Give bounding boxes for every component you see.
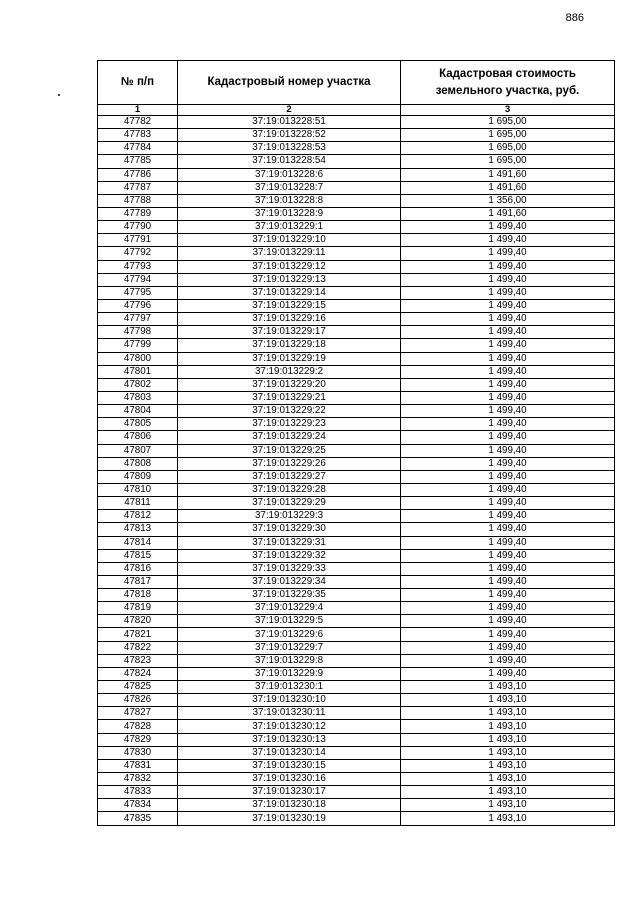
cadastral-number: 37:19:013228:7: [178, 181, 401, 194]
row-number: 47796: [98, 299, 178, 312]
row-number: 47798: [98, 326, 178, 339]
cadastral-number: 37:19:013229:16: [178, 313, 401, 326]
scan-speck: [58, 94, 60, 96]
table-row: [98, 299, 615, 312]
table-row: [98, 483, 615, 496]
table-row: [98, 181, 615, 194]
cadastral-value: 1 499,40: [401, 313, 615, 326]
cadastral-number: 37:19:013228:8: [178, 194, 401, 207]
cadastral-value: 1 499,40: [401, 457, 615, 470]
row-number: 47808: [98, 457, 178, 470]
cadastral-number: 37:19:013229:27: [178, 470, 401, 483]
table-row: [98, 457, 615, 470]
cadastral-value: 1 499,40: [401, 391, 615, 404]
table-row: [98, 562, 615, 575]
cadastral-number: 37:19:013228:52: [178, 129, 401, 142]
row-number: 47802: [98, 378, 178, 391]
cadastral-number: 37:19:013228:6: [178, 168, 401, 181]
row-number: 47830: [98, 746, 178, 759]
table-row: [98, 326, 615, 339]
table-row: [98, 694, 615, 707]
table-row: [98, 234, 615, 247]
cadastral-value: 1 499,40: [401, 575, 615, 588]
header-cadastral-number: Кадастровый номер участка: [178, 61, 401, 105]
table-row: [98, 720, 615, 733]
cadastral-number: 37:19:013230:17: [178, 786, 401, 799]
cadastral-value: 1 499,40: [401, 536, 615, 549]
cadastral-number: 37:19:013230:15: [178, 759, 401, 772]
cadastral-number: 37:19:013229:23: [178, 418, 401, 431]
table-row: [98, 497, 615, 510]
cadastral-value: 1 499,40: [401, 523, 615, 536]
table-row: [98, 378, 615, 391]
cadastral-number: 37:19:013229:24: [178, 431, 401, 444]
table-row: [98, 194, 615, 207]
cadastral-value: 1 499,40: [401, 431, 615, 444]
cadastral-number: 37:19:013229:29: [178, 497, 401, 510]
table-row: [98, 418, 615, 431]
table-row: [98, 773, 615, 786]
cadastral-value: 1 499,40: [401, 299, 615, 312]
table-row: [98, 273, 615, 286]
cadastral-number: 37:19:013229:15: [178, 299, 401, 312]
row-number: 47826: [98, 694, 178, 707]
cadastral-number: 37:19:013229:12: [178, 260, 401, 273]
cadastral-number: 37:19:013230:18: [178, 799, 401, 812]
cadastral-number: 37:19:013230:19: [178, 812, 401, 825]
cadastral-value: 1 499,40: [401, 667, 615, 680]
table-row: [98, 641, 615, 654]
cadastral-value: 1 695,00: [401, 142, 615, 155]
cadastral-value: 1 491,60: [401, 181, 615, 194]
cadastral-value: 1 493,10: [401, 799, 615, 812]
cadastral-number: 37:19:013229:5: [178, 615, 401, 628]
cadastral-number: 37:19:013229:32: [178, 549, 401, 562]
table-row: [98, 155, 615, 168]
row-number: 47803: [98, 391, 178, 404]
cadastral-value: 1 493,10: [401, 746, 615, 759]
table-row: [98, 628, 615, 641]
row-number: 47822: [98, 641, 178, 654]
cadastral-number: 37:19:013229:2: [178, 365, 401, 378]
row-number: 47811: [98, 497, 178, 510]
table-header-row: [98, 61, 615, 105]
table-row: [98, 313, 615, 326]
cadastral-number: 37:19:013229:25: [178, 444, 401, 457]
table-row: [98, 286, 615, 299]
cadastral-value: 1 499,40: [401, 260, 615, 273]
row-number: 47829: [98, 733, 178, 746]
cadastral-value: 1 499,40: [401, 273, 615, 286]
cadastral-number: 37:19:013228:53: [178, 142, 401, 155]
row-number: 47791: [98, 234, 178, 247]
row-number: 47827: [98, 707, 178, 720]
cadastral-value: 1 491,60: [401, 168, 615, 181]
cadastral-value: 1 499,40: [401, 286, 615, 299]
table-row: [98, 142, 615, 155]
cadastral-number: 37:19:013229:7: [178, 641, 401, 654]
cadastral-number: 37:19:013229:34: [178, 575, 401, 588]
row-number: 47817: [98, 575, 178, 588]
cadastral-value: 1 499,40: [401, 602, 615, 615]
row-number: 47794: [98, 273, 178, 286]
table-row: [98, 260, 615, 273]
table-row: [98, 523, 615, 536]
table-row: [98, 812, 615, 825]
cadastral-value: 1 695,00: [401, 129, 615, 142]
column-number-3: 3: [401, 105, 615, 116]
row-number: 47823: [98, 654, 178, 667]
row-number: 47788: [98, 194, 178, 207]
cadastral-value: 1 499,40: [401, 247, 615, 260]
cadastral-value: 1 356,00: [401, 194, 615, 207]
header-cadastral-value: Кадастровая стоимость земельного участка, руб.: [401, 61, 615, 105]
row-number: 47828: [98, 720, 178, 733]
row-number: 47835: [98, 812, 178, 825]
cadastral-value: 1 499,40: [401, 418, 615, 431]
table-row: [98, 786, 615, 799]
table-row: [98, 247, 615, 260]
cadastral-value: 1 493,10: [401, 812, 615, 825]
row-number: 47815: [98, 549, 178, 562]
table-row: [98, 444, 615, 457]
cadastral-value: 1 499,40: [401, 378, 615, 391]
cadastral-number: 37:19:013230:12: [178, 720, 401, 733]
row-number: 47784: [98, 142, 178, 155]
cadastral-value: 1 499,40: [401, 628, 615, 641]
table-row: [98, 470, 615, 483]
cadastral-number: 37:19:013229:33: [178, 562, 401, 575]
table-row: [98, 168, 615, 181]
cadastral-value: 1 695,00: [401, 116, 615, 129]
cadastral-number: 37:19:013229:1: [178, 221, 401, 234]
cadastral-number: 37:19:013229:3: [178, 510, 401, 523]
table-row: [98, 733, 615, 746]
row-number: 47812: [98, 510, 178, 523]
row-number: 47833: [98, 786, 178, 799]
cadastral-number: 37:19:013229:20: [178, 378, 401, 391]
cadastral-value: 1 499,40: [401, 326, 615, 339]
cadastral-value-table: [97, 60, 615, 826]
table-row: [98, 575, 615, 588]
row-number: 47821: [98, 628, 178, 641]
column-number-2: 2: [178, 105, 401, 116]
row-number: 47825: [98, 681, 178, 694]
row-number: 47807: [98, 444, 178, 457]
cadastral-number: 37:19:013229:30: [178, 523, 401, 536]
row-number: 47832: [98, 773, 178, 786]
table-row: [98, 116, 615, 129]
row-number: 47793: [98, 260, 178, 273]
table-body: [98, 116, 615, 826]
cadastral-value: 1 499,40: [401, 589, 615, 602]
table-row: [98, 746, 615, 759]
cadastral-number: 37:19:013229:35: [178, 589, 401, 602]
cadastral-value: 1 499,40: [401, 510, 615, 523]
cadastral-number: 37:19:013230:10: [178, 694, 401, 707]
cadastral-number: 37:19:013230:11: [178, 707, 401, 720]
cadastral-number: 37:19:013229:22: [178, 405, 401, 418]
cadastral-number: 37:19:013230:16: [178, 773, 401, 786]
cadastral-number: 37:19:013229:4: [178, 602, 401, 615]
table-row: [98, 221, 615, 234]
table-row: [98, 510, 615, 523]
cadastral-number: 37:19:013230:1: [178, 681, 401, 694]
row-number: 47816: [98, 562, 178, 575]
cadastral-number: 37:19:013229:19: [178, 352, 401, 365]
table-row: [98, 431, 615, 444]
cadastral-number: 37:19:013230:13: [178, 733, 401, 746]
page-number: 886: [565, 12, 584, 24]
cadastral-value: 1 695,00: [401, 155, 615, 168]
cadastral-value: 1 493,10: [401, 759, 615, 772]
cadastral-value: 1 499,40: [401, 234, 615, 247]
cadastral-number: 37:19:013229:9: [178, 667, 401, 680]
row-number: 47786: [98, 168, 178, 181]
cadastral-number: 37:19:013229:11: [178, 247, 401, 260]
row-number: 47819: [98, 602, 178, 615]
table-row: [98, 207, 615, 220]
cadastral-value: 1 499,40: [401, 483, 615, 496]
table-row: [98, 615, 615, 628]
table-row: [98, 549, 615, 562]
cadastral-number: 37:19:013228:9: [178, 207, 401, 220]
cadastral-number: 37:19:013228:54: [178, 155, 401, 168]
table-row: [98, 707, 615, 720]
row-number: 47795: [98, 286, 178, 299]
table-row: [98, 589, 615, 602]
cadastral-value: 1 499,40: [401, 405, 615, 418]
cadastral-number: 37:19:013229:28: [178, 483, 401, 496]
row-number: 47797: [98, 313, 178, 326]
row-number: 47783: [98, 129, 178, 142]
row-number: 47813: [98, 523, 178, 536]
table-row: [98, 129, 615, 142]
cadastral-value: 1 493,10: [401, 707, 615, 720]
cadastral-number: 37:19:013229:14: [178, 286, 401, 299]
cadastral-number: 37:19:013229:13: [178, 273, 401, 286]
cadastral-value: 1 493,10: [401, 681, 615, 694]
row-number: 47804: [98, 405, 178, 418]
cadastral-value: 1 499,40: [401, 654, 615, 667]
cadastral-value: 1 499,40: [401, 444, 615, 457]
row-number: 47785: [98, 155, 178, 168]
table-row: [98, 667, 615, 680]
cadastral-value: 1 493,10: [401, 694, 615, 707]
row-number: 47814: [98, 536, 178, 549]
row-number: 47818: [98, 589, 178, 602]
cadastral-value: 1 499,40: [401, 470, 615, 483]
row-number: 47809: [98, 470, 178, 483]
table-row: [98, 799, 615, 812]
row-number: 47790: [98, 221, 178, 234]
cadastral-value: 1 493,10: [401, 773, 615, 786]
cadastral-value: 1 493,10: [401, 733, 615, 746]
row-number: 47810: [98, 483, 178, 496]
table-row: [98, 352, 615, 365]
row-number: 47831: [98, 759, 178, 772]
row-number: 47801: [98, 365, 178, 378]
cadastral-value: 1 499,40: [401, 352, 615, 365]
row-number: 47824: [98, 667, 178, 680]
cadastral-value: 1 491,60: [401, 207, 615, 220]
cadastral-number: 37:19:013228:51: [178, 116, 401, 129]
column-number-row: [98, 105, 615, 116]
cadastral-number: 37:19:013229:10: [178, 234, 401, 247]
row-number: 47820: [98, 615, 178, 628]
table-row: [98, 759, 615, 772]
table-row: [98, 654, 615, 667]
cadastral-number: 37:19:013230:14: [178, 746, 401, 759]
cadastral-number: 37:19:013229:17: [178, 326, 401, 339]
table-row: [98, 602, 615, 615]
cadastral-number: 37:19:013229:6: [178, 628, 401, 641]
cadastral-number: 37:19:013229:31: [178, 536, 401, 549]
table-row: [98, 405, 615, 418]
cadastral-value: 1 499,40: [401, 615, 615, 628]
table-row: [98, 365, 615, 378]
cadastral-number: 37:19:013229:26: [178, 457, 401, 470]
cadastral-number: 37:19:013229:8: [178, 654, 401, 667]
row-number: 47792: [98, 247, 178, 260]
header-number: № п/п: [98, 61, 178, 105]
cadastral-value: 1 499,40: [401, 562, 615, 575]
cadastral-value: 1 499,40: [401, 641, 615, 654]
row-number: 47805: [98, 418, 178, 431]
column-number-1: 1: [98, 105, 178, 116]
row-number: 47782: [98, 116, 178, 129]
cadastral-value: 1 499,40: [401, 497, 615, 510]
cadastral-value: 1 499,40: [401, 339, 615, 352]
table-row: [98, 681, 615, 694]
cadastral-value: 1 499,40: [401, 549, 615, 562]
row-number: 47800: [98, 352, 178, 365]
table-row: [98, 536, 615, 549]
cadastral-value: 1 493,10: [401, 786, 615, 799]
cadastral-value: 1 493,10: [401, 720, 615, 733]
row-number: 47799: [98, 339, 178, 352]
row-number: 47789: [98, 207, 178, 220]
cadastral-number: 37:19:013229:18: [178, 339, 401, 352]
row-number: 47806: [98, 431, 178, 444]
row-number: 47834: [98, 799, 178, 812]
table-row: [98, 339, 615, 352]
row-number: 47787: [98, 181, 178, 194]
table-row: [98, 391, 615, 404]
cadastral-value: 1 499,40: [401, 221, 615, 234]
cadastral-value: 1 499,40: [401, 365, 615, 378]
cadastral-number: 37:19:013229:21: [178, 391, 401, 404]
